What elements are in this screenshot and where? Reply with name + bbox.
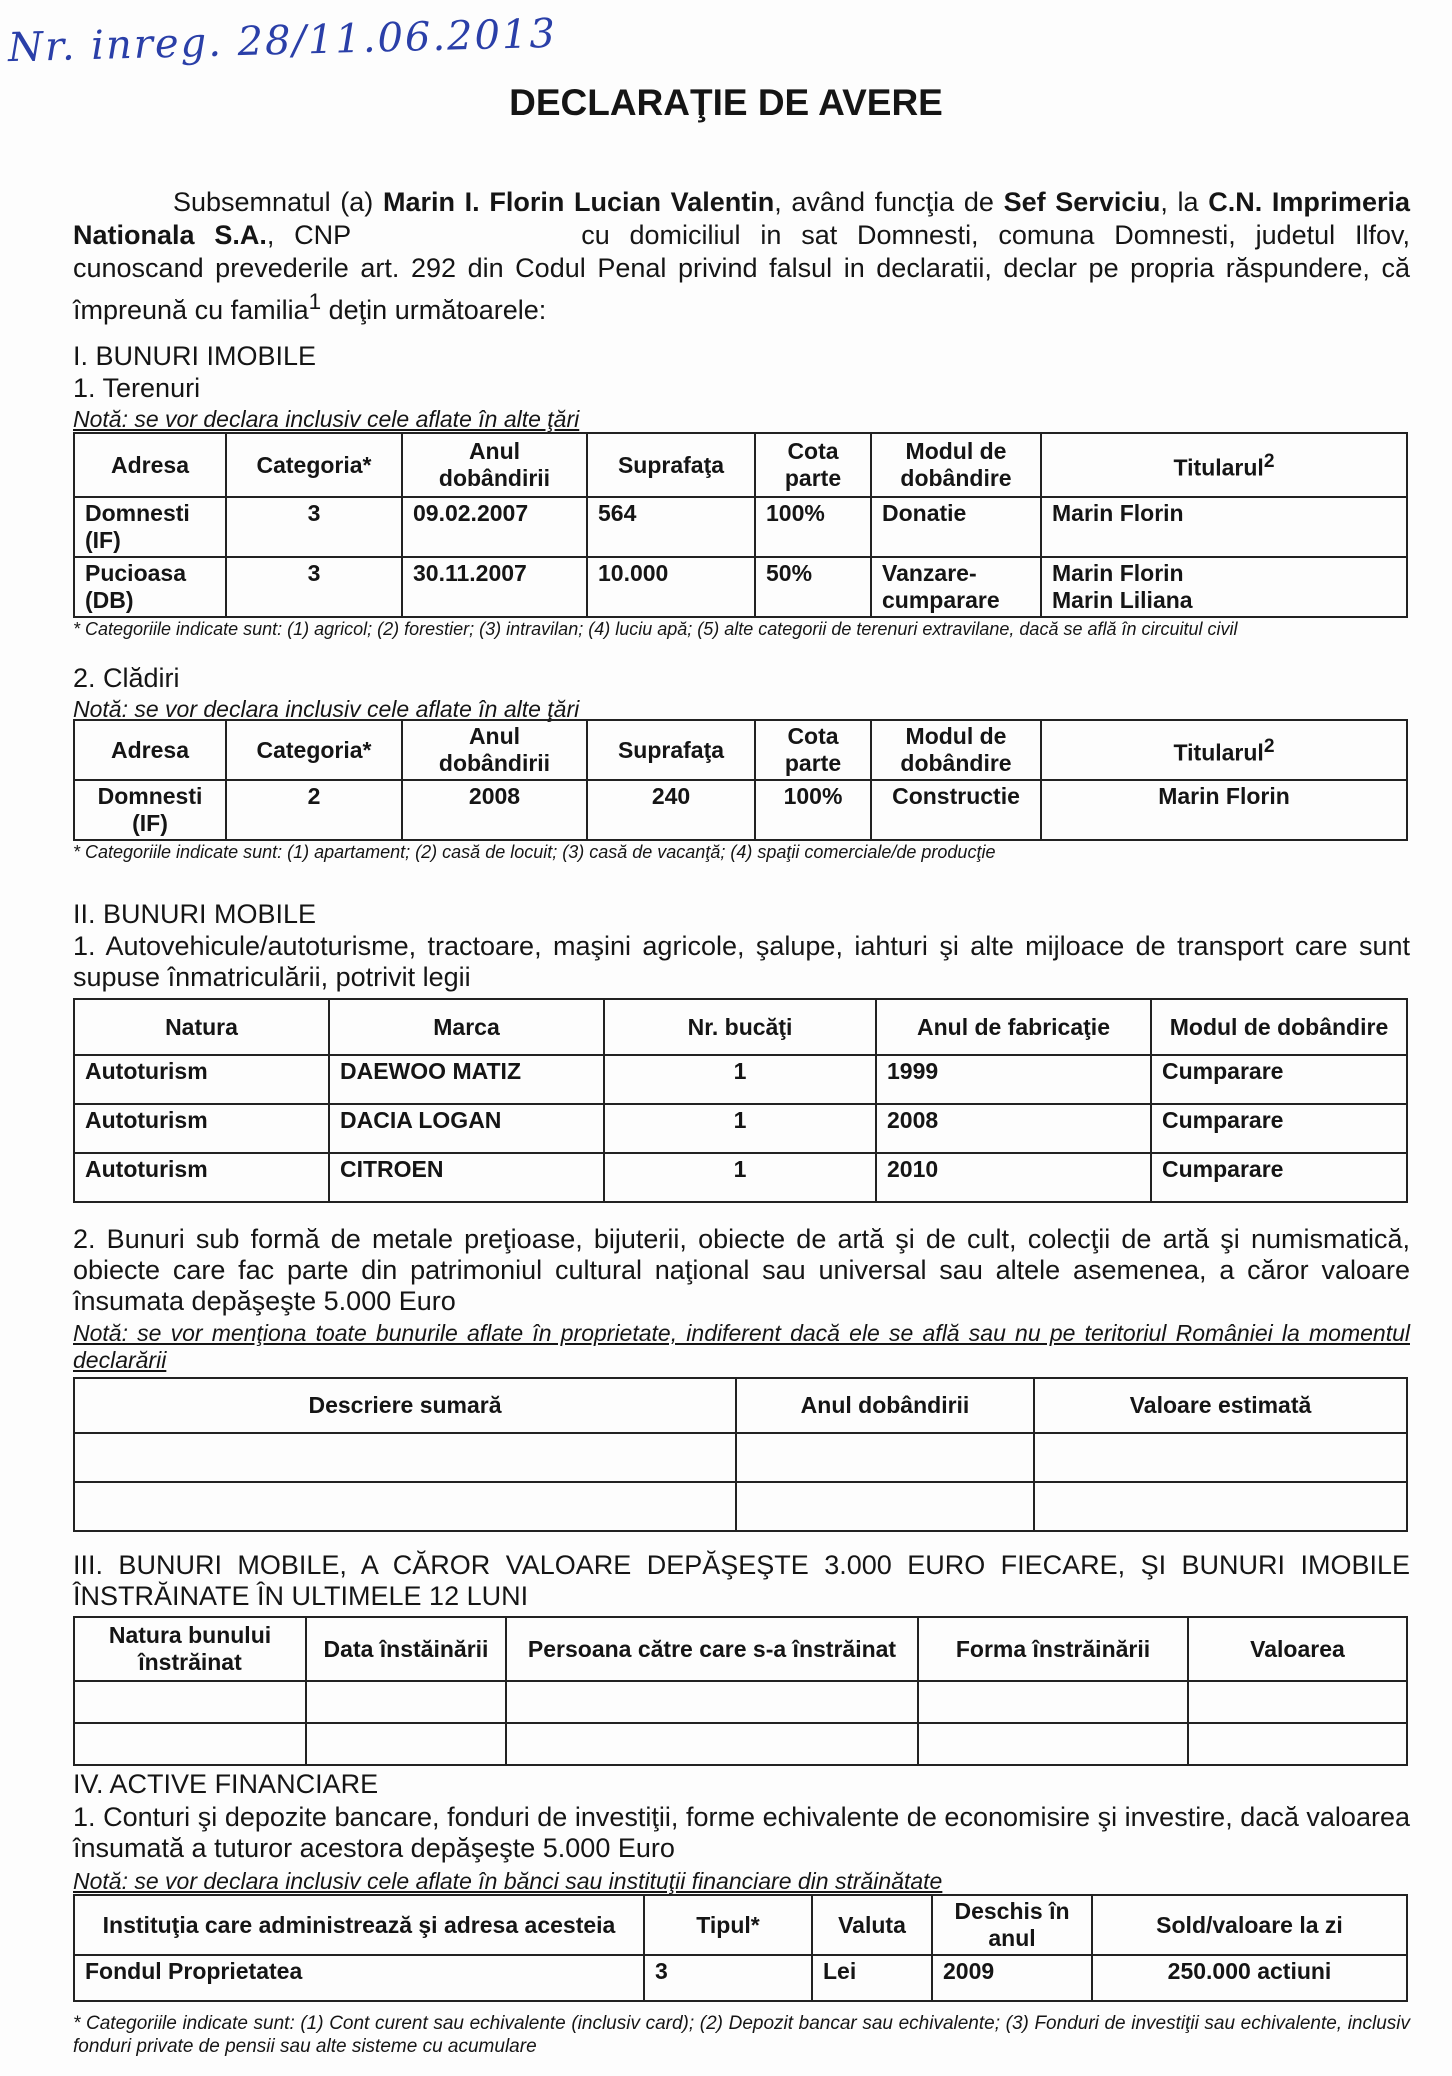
col-adresa: Adresa — [74, 433, 226, 497]
col-categoria: Categoria* — [226, 433, 402, 497]
col-valoare: Valoare estimată — [1034, 1378, 1407, 1433]
cell-natura: Autoturism — [74, 1055, 329, 1104]
col-persoana: Persoana către care s-a înstrăinat — [506, 1617, 918, 1681]
col-cota: Cota parte — [755, 433, 871, 497]
cell-categoria: 3 — [226, 557, 402, 617]
cell-nr: 1 — [604, 1055, 876, 1104]
col-anul: Anul dobândirii — [736, 1378, 1034, 1433]
cell-titular: Marin Florin — [1041, 497, 1407, 557]
section-heading-active: IV. ACTIVE FINANCIARE — [73, 1769, 379, 1799]
cell-sold: 250.000 actiuni — [1092, 1955, 1407, 2001]
cell-institutia: Fondul Proprietatea — [74, 1955, 644, 2001]
col-marca: Marca — [329, 999, 604, 1055]
registration-number: Nr. inreg. 28/11.06.2013 — [7, 10, 558, 72]
table-row — [74, 1482, 1407, 1531]
table-row — [74, 1153, 1407, 1202]
table-header-row — [74, 1378, 1407, 1433]
cell-suprafata: 564 — [587, 497, 755, 557]
intro-text-5: cu domiciliul in sat Domnesti, comuna Domnesti, judetul Ilfov, cunoscand prevederile art. 292 din Codul Penal privind falsul in declaratii, declar pe propria răspundere, că împreună cu familia — [73, 220, 1410, 325]
intro-text-1: Subsemnatul (a) — [173, 187, 374, 217]
col-suprafata: Suprafaţa — [587, 433, 755, 497]
col-deschis: Deschis în anul — [932, 1895, 1092, 1955]
cell-titular: Marin Florin Marin Liliana — [1041, 557, 1407, 617]
col-titularul: Titularul$^2$ — [1041, 720, 1407, 780]
section-heading-mobile: II. BUNURI MOBILE — [73, 899, 317, 929]
table-header-row — [74, 720, 1407, 780]
table-row — [74, 1055, 1407, 1104]
col-adresa: Adresa — [74, 720, 226, 780]
col-tipul: Tipul* — [644, 1895, 812, 1955]
subsection-autovehicule: 1. Autovehicule/autoturisme, tractoare, maşini agricole, şalupe, iahturi şi alte mijloace de transport care sunt supuse înmatriculării, potrivit legii — [73, 931, 1410, 992]
note-terenuri: Notă: se vor declara inclusiv cele aflate în alte ţări — [73, 406, 580, 432]
col-modul: Modul de dobândire — [871, 433, 1041, 497]
cell-marca: CITROEN — [329, 1153, 604, 1202]
cell-anul: 09.02.2007 — [402, 497, 587, 557]
intro-text-3: , la — [1160, 187, 1199, 217]
table-conturi — [73, 1894, 1408, 2002]
note-bunuri-pretioase: Notă: se vor menţiona toate bunurile aflate în proprietate, indiferent dacă ele se află sau nu pe teritoriul României la momentul declarării — [73, 1320, 1410, 1373]
note-cladiri: Notă: se vor declara inclusiv cele aflate în alte ţări — [73, 696, 580, 722]
table-instrainate — [73, 1616, 1408, 1766]
table-header-row — [74, 1617, 1407, 1681]
declarant-function: Sef Serviciu — [1003, 187, 1161, 217]
intro-text-2: , având funcţia de — [774, 187, 994, 217]
cell-anul: 30.11.2007 — [402, 557, 587, 617]
col-modul: Modul de dobândire — [1151, 999, 1407, 1055]
section-heading-imobile: I. BUNURI IMOBILE — [73, 341, 317, 371]
cell-modul: Cumparare — [1151, 1055, 1407, 1104]
table-row — [74, 1723, 1407, 1765]
cell-nr: 1 — [604, 1104, 876, 1153]
cell-cota: 50% — [755, 557, 871, 617]
cell-suprafata: 240 — [587, 780, 755, 840]
subsection-terenuri: 1. Terenuri — [73, 373, 201, 403]
col-categoria: Categoria* — [226, 720, 402, 780]
cell-suprafata: 10.000 — [587, 557, 755, 617]
footnote-ref-1: 1 — [308, 289, 322, 314]
col-institutia: Instituţia care administrează şi adresa acesteia — [74, 1895, 644, 1955]
col-valuta: Valuta — [812, 1895, 932, 1955]
intro-text-6: deţin următoarele: — [328, 295, 547, 325]
cell-modul: Cumparare — [1151, 1104, 1407, 1153]
col-titularul: Titularul$^2$ — [1041, 433, 1407, 497]
cell-modul: Constructie — [871, 780, 1041, 840]
cell-marca: DACIA LOGAN — [329, 1104, 604, 1153]
col-natura-bunului: Natura bunului înstrăinat — [74, 1617, 306, 1681]
table-bunuri-pretioase — [73, 1377, 1408, 1532]
cell-natura: Autoturism — [74, 1104, 329, 1153]
table-row — [74, 780, 1407, 840]
footnote-cladiri: * Categoriile indicate sunt: (1) apartament; (2) casă de locuit; (3) casă de vacanţă; (4) spaţii comerciale/de producţie — [73, 842, 996, 862]
col-nr-bucati: Nr. bucăţi — [604, 999, 876, 1055]
cell-adresa: Domnesti (IF) — [74, 780, 226, 840]
footnote-conturi: * Categoriile indicate sunt: (1) Cont curent sau echivalente (inclusiv card); (2) Depozit bancar sau echivalente; (3) Fonduri de investiţii sau echivalente, inclusiv fonduri private de pensii sau alte sisteme cu acumulare — [73, 2013, 1410, 2057]
note-conturi: Notă: se vor declara inclusiv cele aflate în bănci sau instituţii financiare din străinătate — [73, 1868, 943, 1894]
table-header-row — [74, 999, 1407, 1055]
col-natura: Natura — [74, 999, 329, 1055]
cell-marca: DAEWOO MATIZ — [329, 1055, 604, 1104]
table-row — [74, 1433, 1407, 1482]
cell-tipul: 3 — [644, 1955, 812, 2001]
table-row — [74, 1681, 1407, 1723]
page-title: DECLARAŢIE DE AVERE — [509, 82, 943, 123]
table-header-row — [74, 1895, 1407, 1955]
cell-an: 2008 — [876, 1104, 1151, 1153]
col-cota: Cota parte — [755, 720, 871, 780]
col-modul: Modul de dobândire — [871, 720, 1041, 780]
cell-natura: Autoturism — [74, 1153, 329, 1202]
cell-categoria: 2 — [226, 780, 402, 840]
col-data: Data înstăinării — [306, 1617, 506, 1681]
table-row — [74, 1955, 1407, 2001]
col-descriere: Descriere sumară — [74, 1378, 736, 1433]
cell-cota: 100% — [755, 780, 871, 840]
col-forma: Forma înstrăinării — [918, 1617, 1188, 1681]
table-autovehicule — [73, 998, 1408, 1203]
subsection-cladiri: 2. Clădiri — [73, 663, 180, 693]
declarant-institution: C.N. Imprimeria Nationala S.A. — [73, 187, 1410, 250]
cell-modul: Vanzare-cumparare — [871, 557, 1041, 617]
cell-adresa: Domnesti (IF) — [74, 497, 226, 557]
table-header-row — [74, 433, 1407, 497]
cell-nr: 1 — [604, 1153, 876, 1202]
col-anul: Anul dobândirii — [402, 433, 587, 497]
col-sold: Sold/valoare la zi — [1092, 1895, 1407, 1955]
cell-cota: 100% — [755, 497, 871, 557]
col-suprafata: Suprafaţa — [587, 720, 755, 780]
col-valoarea: Valoarea — [1188, 1617, 1407, 1681]
cell-anul: 2008 — [402, 780, 587, 840]
section-heading-instrainate: III. BUNURI MOBILE, A CĂROR VALOARE DEPĂŞEŞTE 3.000 EURO FIECARE, ŞI BUNURI IMOBILE ÎNSTRĂINATE ÎN ULTIMELE 12 LUNI — [73, 1550, 1410, 1611]
cell-titular: Marin Florin — [1041, 780, 1407, 840]
table-terenuri — [73, 432, 1408, 618]
footnote-terenuri: * Categoriile indicate sunt: (1) agricol; (2) forestier; (3) intravilan; (4) luciu apă; (5) alte categorii de terenuri extravilane, dacă se află în circuitul civil — [73, 619, 1238, 639]
cell-adresa: Pucioasa (DB) — [74, 557, 226, 617]
subsection-conturi: 1. Conturi şi depozite bancare, fonduri de investiţii, forme echivalente de economisire şi investire, dacă valoarea însumată a tuturor acestora depăşeşte 5.000 Euro — [73, 1802, 1410, 1863]
cell-an: 2010 — [876, 1153, 1151, 1202]
cell-valuta: Lei — [812, 1955, 932, 2001]
col-anul: Anul dobândirii — [402, 720, 587, 780]
cell-categoria: 3 — [226, 497, 402, 557]
cell-modul: Donatie — [871, 497, 1041, 557]
table-row — [74, 557, 1407, 617]
subsection-bunuri-pretioase: 2. Bunuri sub formă de metale preţioase, bijuterii, obiecte de artă şi de cult, colecţii de artă şi numismatică, obiecte care fac parte din patrimoniul cultural naţional sau universal sau altele asemenea, a căror valoare însumata depăşeşte 5.000 Euro — [73, 1224, 1410, 1316]
table-cladiri — [73, 719, 1408, 841]
intro-text-4: , CNP — [266, 220, 352, 250]
intro-paragraph — [73, 186, 1410, 327]
table-row — [74, 497, 1407, 557]
table-row — [74, 1104, 1407, 1153]
cell-modul: Cumparare — [1151, 1153, 1407, 1202]
declarant-name: Marin I. Florin Lucian Valentin — [382, 187, 775, 217]
cell-deschis: 2009 — [932, 1955, 1092, 2001]
cell-an: 1999 — [876, 1055, 1151, 1104]
col-anul-fabricatie: Anul de fabricaţie — [876, 999, 1151, 1055]
